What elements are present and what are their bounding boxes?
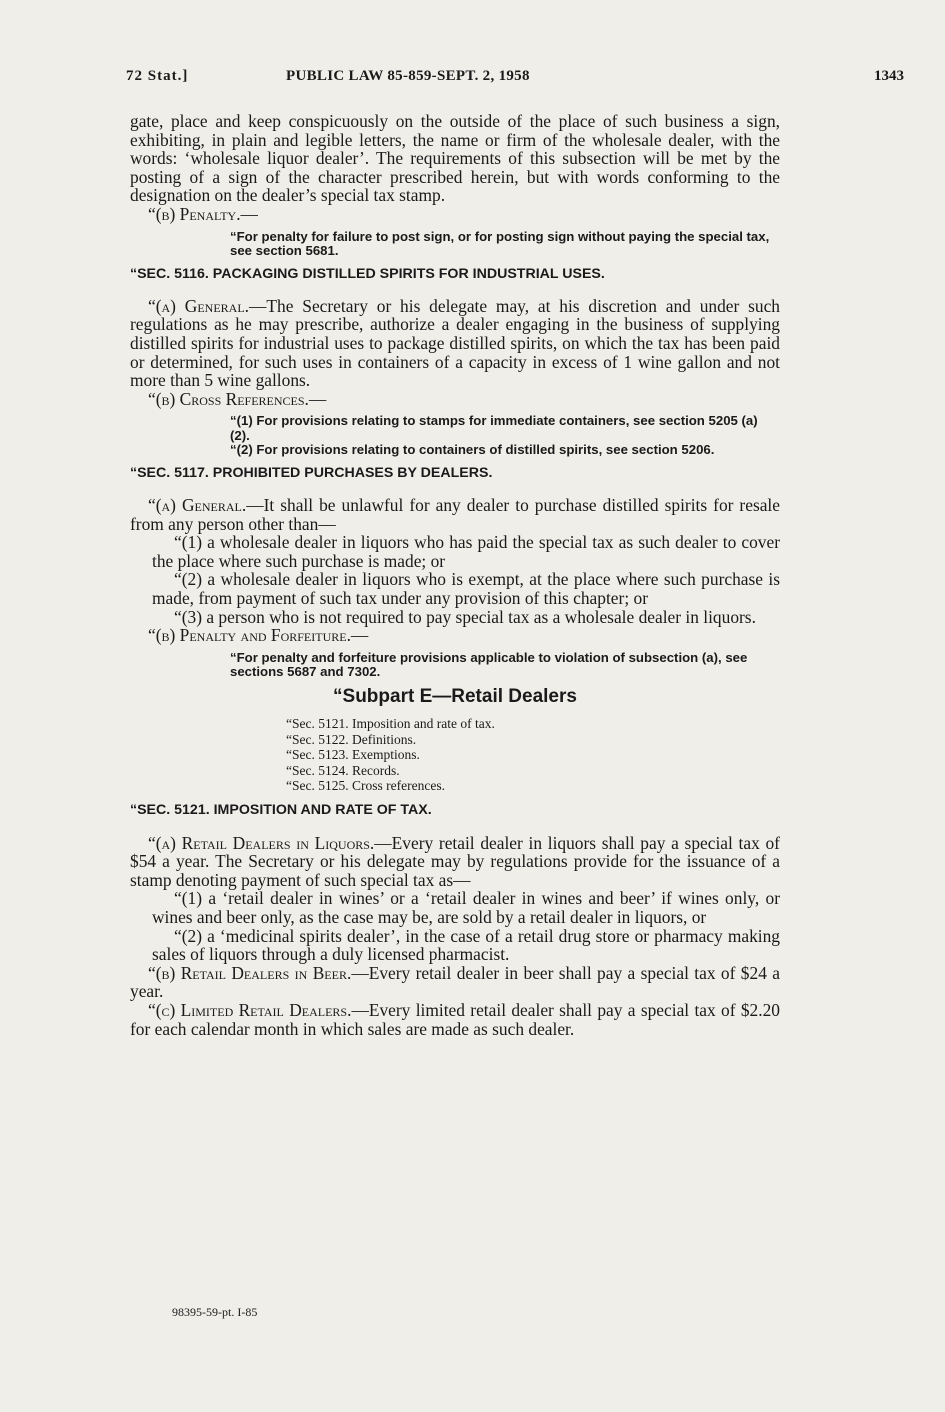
paragraph xyxy=(130,297,780,390)
subsection-label: “(b) Cross References.— xyxy=(148,388,327,409)
subpart-title: “Subpart E—Retail Dealers xyxy=(333,685,577,707)
subsection-label: “(b) Retail Dealers in Beer. xyxy=(148,962,352,983)
subsection-text: —Every limited retail dealer shall pay a special tax of $2.20 for each calendar month in which sales are made as such dealer. xyxy=(130,999,780,1039)
paragraph: gate, place and keep conspicuously on the outside of the place of such business a sign, exhibiting, in plain and legible letters, the name or firm of the wholesale dealer, with the words: ‘wholesale liquor dealer’. The requirements of this subsection will be met by the posting of a sign of the character prescribed herein, but with words conforming to the designation on the dealer’s special tax stamp. xyxy=(130,111,780,206)
paragraph xyxy=(130,964,780,1001)
paragraph xyxy=(130,834,780,890)
section-heading: “SEC. 5117. PROHIBITED PURCHASES BY DEALERS. xyxy=(130,464,493,481)
subsection-text: —Every retail dealer in liquors shall pay a special tax of $54 a year. The Secretary or his delegate may by regulations provide for the issuance of a stamp denoting payment of such special tax as— xyxy=(130,832,780,890)
toc-item: “Sec. 5121. Imposition and rate of tax. xyxy=(286,716,495,732)
note: “(2) For provisions relating to containers of distilled spirits, see section 5206. xyxy=(230,442,715,458)
subsection-label: “(a) Retail Dealers in Liquors. xyxy=(148,832,375,853)
page-body xyxy=(130,112,780,1038)
page-number: 1343 xyxy=(874,68,904,84)
toc-item: “Sec. 5122. Definitions. xyxy=(286,731,417,747)
subsection-label xyxy=(130,205,780,224)
paragraph: “(2) a wholesale dealer in liquors who is exempt, at the place where such purchase is made, from payment of such tax under any provision of this chapter; or xyxy=(152,569,780,608)
paragraph xyxy=(130,496,780,533)
paragraph xyxy=(130,626,780,645)
toc-item: “Sec. 5124. Records. xyxy=(286,762,400,778)
penalty-label: “(b) Penalty.— xyxy=(148,203,258,224)
paragraph: “(3) a person who is not required to pay special tax as a wholesale dealer in liquors. xyxy=(174,606,756,627)
note: “(1) For provisions relating to stamps for immediate containers, see section 5205 (a) (2). xyxy=(230,413,758,443)
running-title: PUBLIC LAW 85-859-SEPT. 2, 1958 xyxy=(286,68,530,84)
note: “For penalty for failure to post sign, or for posting sign without paying the special tax, see section 5681. xyxy=(230,228,770,259)
section-heading: “SEC. 5121. IMPOSITION AND RATE OF TAX. xyxy=(130,802,432,819)
subsection-label: “(a) General. xyxy=(148,295,250,316)
statute-volume: 72 Stat.] xyxy=(126,68,189,84)
paragraph xyxy=(130,390,780,409)
subsection-text: —It shall be unlawful for any dealer to purchase distilled spirits for resale from any person other than— xyxy=(130,495,780,534)
subsection-text: —The Secretary or his delegate may, at his discretion and under such regulations as he may prescribe, authorize a dealer engaging in the business of supplying distilled spirits for industrial uses to package distilled spirits, on which the tax has been paid or determined, for such uses in containers of a capacity in excess of 1 wine gallon and not more than 5 wine gallons. xyxy=(130,295,780,391)
subsection-label: “(a) General. xyxy=(148,495,247,515)
subsection-text: —Every retail dealer in beer shall pay a special tax of $24 a year. xyxy=(130,962,780,1002)
paragraph xyxy=(130,1001,780,1038)
page-header xyxy=(126,68,904,92)
toc-item: “Sec. 5123. Exemptions. xyxy=(286,747,420,763)
printer-code: 98395-59-pt. I-85 xyxy=(172,1305,258,1319)
subsection-label: “(c) Limited Retail Dealers. xyxy=(148,999,352,1020)
table-of-contents xyxy=(286,716,780,793)
paragraph: “(2) a ‘medicinal spirits dealer’, in the case of a retail drug store or pharmacy making sales of liquors through a duly licensed pharmacist. xyxy=(152,925,780,965)
paragraph: “(1) a wholesale dealer in liquors who has paid the special tax as such dealer to cover the place where such purchase is made; or xyxy=(152,532,780,571)
toc-item: “Sec. 5125. Cross references. xyxy=(286,777,445,793)
paragraph: “(1) a ‘retail dealer in wines’ or a ‘retail dealer in wines and beer’ if wines only, or wines and beer only, as the case may be, are sold by a retail dealer in liquors, or xyxy=(152,888,780,927)
note: “For penalty and forfeiture provisions applicable to violation of subsection (a), see sections 5687 and 7302. xyxy=(230,649,748,680)
section-heading: “SEC. 5116. PACKAGING DISTILLED SPIRITS FOR INDUSTRIAL USES. xyxy=(130,265,605,282)
subsection-label: “(b) Penalty and Forfeiture.— xyxy=(148,625,369,646)
